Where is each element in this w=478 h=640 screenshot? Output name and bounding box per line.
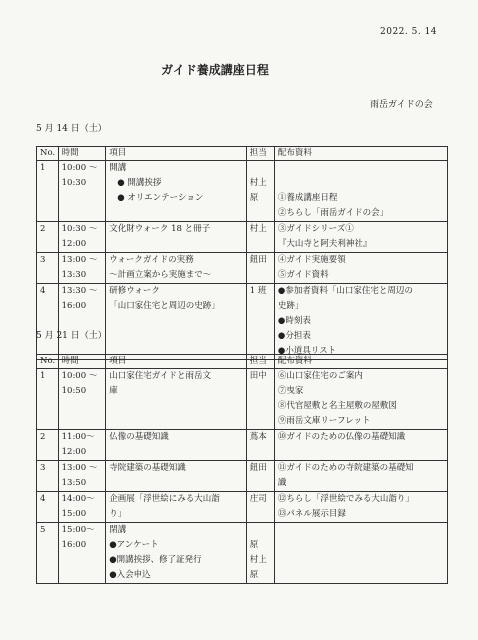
- row-materials: [274, 492, 447, 523]
- row-staff: [246, 461, 274, 492]
- item-line: 庫: [109, 386, 118, 396]
- row-number: 5: [37, 523, 59, 584]
- row-time: [58, 284, 106, 360]
- column-header-item: 項目: [106, 147, 247, 161]
- table-header-row: [37, 355, 448, 369]
- table-row: [37, 161, 448, 222]
- column-header-staff: 担当: [246, 355, 274, 369]
- staff-line: 原: [249, 193, 259, 203]
- item-line: 「山口家住宅と周辺の史跡」: [109, 301, 220, 311]
- item-line: 仏像の基礎知識: [109, 432, 169, 442]
- row-materials: [274, 430, 447, 461]
- row-staff: [246, 222, 274, 253]
- item-line: 寺院建築の基礎知識: [109, 463, 186, 473]
- staff-line: 原: [249, 570, 259, 580]
- table-row: [37, 492, 448, 523]
- time-end: 12:00: [61, 447, 87, 457]
- material-line: ③ガイドシリーズ①: [277, 224, 354, 234]
- material-line: ⑬パネル展示目録: [277, 509, 346, 519]
- row-item: [106, 369, 247, 430]
- item-line: 山口家住宅ガイドと雨岳文: [109, 371, 211, 381]
- row-item: [106, 430, 247, 461]
- staff-line: [250, 161, 271, 176]
- row-materials: [274, 161, 447, 222]
- material-line: [278, 161, 444, 176]
- row-materials: [274, 222, 447, 253]
- table-row: [37, 369, 448, 430]
- column-header-materials: 配布資料: [274, 147, 447, 161]
- row-materials: [274, 253, 447, 284]
- organization-name: 雨岳ガイドの会: [370, 100, 433, 110]
- row-number: 4: [37, 284, 59, 360]
- material-line: ●時刻表: [277, 316, 311, 326]
- time-end: 13:50: [61, 478, 87, 488]
- row-time: [58, 492, 106, 523]
- document-title: ガイド養成講座日程: [161, 63, 269, 77]
- row-staff: [246, 369, 274, 430]
- column-header-no: No.: [37, 355, 59, 369]
- item-line: ウォークガイドの実務: [109, 255, 194, 265]
- row-staff: [246, 284, 274, 360]
- material-line: ●分担表: [277, 331, 311, 341]
- staff-line: 1 班: [249, 286, 267, 296]
- row-item: [106, 161, 247, 222]
- row-materials: [274, 523, 447, 584]
- time-start: 15:00〜: [61, 525, 95, 535]
- row-time: [58, 222, 106, 253]
- staff-line: 村上: [249, 555, 267, 565]
- material-line: ●参加者資料「山口家住宅と周辺の: [277, 286, 413, 296]
- time-end: 16:00: [61, 540, 87, 550]
- material-line: ②ちらし「雨岳ガイドの会」: [277, 208, 389, 218]
- time-start: 11:00〜: [61, 432, 95, 442]
- column-header-time: 時間: [58, 355, 106, 369]
- item-line: 研修ウォーク: [109, 286, 160, 296]
- row-number: 1: [37, 161, 59, 222]
- staff-line: 庄司: [249, 494, 267, 504]
- material-line: ⑫ちらし「浮世絵でみる大山詣り」: [277, 494, 414, 504]
- item-line: 閉講: [109, 525, 127, 535]
- column-header-time: 時間: [58, 147, 106, 161]
- material-line: 『大山寺と阿夫利神社』: [277, 239, 372, 249]
- row-number: 3: [37, 253, 59, 284]
- time-start: 13:00 〜: [61, 463, 98, 473]
- row-time: [58, 369, 106, 430]
- row-staff: [246, 492, 274, 523]
- time-start: 10:00 〜: [61, 163, 98, 173]
- document-date: 2022. 5. 14: [380, 27, 438, 37]
- time-end: 13:30: [61, 270, 87, 280]
- table-row: [37, 222, 448, 253]
- staff-line: 鈕田: [249, 463, 267, 473]
- schedule-table-day-2: [36, 354, 448, 584]
- item-line: 文化財ウォーク 18 と冊子: [109, 224, 211, 234]
- row-item: [106, 253, 247, 284]
- row-number: 3: [37, 461, 59, 492]
- material-line: ④ガイド実施要領: [277, 255, 346, 265]
- item-line: ●入会申込: [109, 570, 151, 580]
- staff-line: 田中: [249, 371, 267, 381]
- day-heading: 5 月 21 日（土）: [36, 331, 107, 341]
- material-line: ⑥山口家住宅のご案内: [277, 371, 363, 381]
- material-line: ⑪ガイドのための寺院建築の基礎知: [277, 463, 414, 473]
- table-row: [37, 430, 448, 461]
- item-line: ●開講挨拶、修了証発行: [109, 555, 202, 565]
- table-row: [37, 284, 448, 360]
- item-line: 開講: [109, 163, 127, 173]
- day-heading: 5 月 14 日（土）: [36, 124, 107, 134]
- row-time: [58, 161, 106, 222]
- row-item: [106, 222, 247, 253]
- row-number: 4: [37, 492, 59, 523]
- column-header-no: No.: [37, 147, 59, 161]
- item-line: 企画展「浮世絵にみる大山詣: [109, 494, 220, 504]
- staff-line: 蔦本: [249, 432, 267, 442]
- material-line: 史跡」: [277, 301, 304, 311]
- row-number: 1: [37, 369, 59, 430]
- time-start: 14:00〜: [61, 494, 95, 504]
- row-materials: [274, 284, 447, 360]
- item-line: ●アンケート: [109, 540, 159, 550]
- material-line: ⑧代官屋敷と名主屋敷の屋敷図: [277, 401, 397, 411]
- staff-line: 鈕田: [249, 255, 267, 265]
- table-row: [37, 253, 448, 284]
- item-line: ● 開講挨拶: [117, 178, 162, 188]
- table-row: [37, 523, 448, 584]
- row-item: [106, 492, 247, 523]
- time-end: 15:00: [61, 509, 87, 519]
- time-start: 13:00 〜: [61, 255, 98, 265]
- row-time: [58, 430, 106, 461]
- row-staff: [246, 430, 274, 461]
- item-line: 〜計画立案から実施まで〜: [109, 270, 212, 280]
- time-start: 10:00 〜: [61, 371, 98, 381]
- item-line: ● オリエンテーション: [117, 193, 204, 203]
- row-staff: [246, 253, 274, 284]
- table-header-row: [37, 147, 448, 161]
- staff-line: 村上: [249, 178, 267, 188]
- material-line: ①養成講座日程: [277, 193, 338, 203]
- row-time: [58, 523, 106, 584]
- row-number: 2: [37, 430, 59, 461]
- row-time: [58, 461, 106, 492]
- row-materials: [274, 461, 447, 492]
- material-line: [278, 176, 444, 191]
- row-staff: [246, 161, 274, 222]
- row-time: [58, 253, 106, 284]
- time-end: 12:00: [61, 239, 87, 249]
- time-end: 10:30: [61, 178, 87, 188]
- row-item: [106, 523, 247, 584]
- table-row: [37, 461, 448, 492]
- staff-line: 村上: [249, 224, 267, 234]
- material-line: ⑨雨岳文庫リーフレット: [277, 416, 371, 426]
- material-line: ⑩ガイドのための仏像の基礎知識: [277, 432, 406, 442]
- material-line: ⑤ガイド資料: [277, 270, 329, 280]
- column-header-staff: 担当: [246, 147, 274, 161]
- column-header-item: 項目: [106, 355, 247, 369]
- column-header-materials: 配布資料: [274, 355, 447, 369]
- row-item: [106, 461, 247, 492]
- material-line: 識: [277, 478, 287, 488]
- staff-line: [250, 523, 271, 538]
- material-line: ●小道具リスト: [277, 346, 337, 356]
- material-line: ⑦曳家: [277, 386, 304, 396]
- row-number: 2: [37, 222, 59, 253]
- staff-line: 原: [249, 540, 259, 550]
- time-end: 10:50: [61, 386, 87, 396]
- time-end: 16:00: [61, 301, 87, 311]
- row-staff: [246, 523, 274, 584]
- item-line: り」: [109, 509, 127, 519]
- row-item: [106, 284, 247, 360]
- row-materials: [274, 369, 447, 430]
- time-start: 13:30 〜: [61, 286, 98, 296]
- time-start: 10:30 〜: [61, 224, 98, 234]
